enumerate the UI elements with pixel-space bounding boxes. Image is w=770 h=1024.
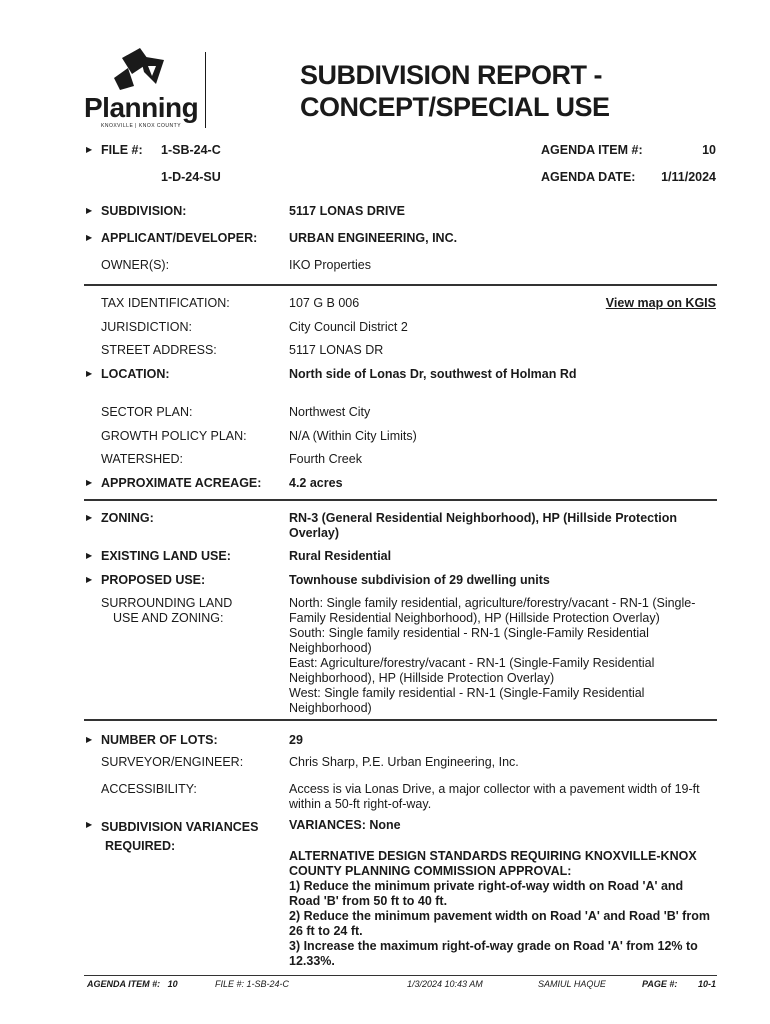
- surrounding-value: [289, 596, 695, 716]
- subdivision-label: SUBDIVISION:: [101, 204, 187, 218]
- logo-wordmark: Planning: [84, 92, 199, 123]
- surveyor-value: Chris Sharp, P.E. Urban Engineering, Inc.: [289, 755, 519, 769]
- arrow-icon: ▶: [86, 369, 93, 378]
- surrounding-line: Neighborhood): [289, 701, 372, 715]
- growth-policy-label: GROWTH POLICY PLAN:: [101, 429, 247, 443]
- location-label: LOCATION:: [101, 367, 170, 381]
- surrounding-line: South: Single family residential - RN-1 (Single-Family Residential: [289, 626, 649, 640]
- accessibility-label: ACCESSIBILITY:: [101, 782, 197, 796]
- applicant-value: URBAN ENGINEERING, INC.: [289, 231, 458, 245]
- footer-author: SAMIUL HAQUE: [538, 979, 606, 989]
- zoning-label: ZONING:: [101, 511, 154, 525]
- surrounding-label-line: SURROUNDING LAND: [101, 596, 233, 610]
- arrow-icon: ▶: [86, 513, 93, 522]
- tax-id-value: 107 G B 006: [289, 296, 360, 310]
- zoning-line: RN-3 (General Residential Neighborhood), HP (Hillside Protection: [289, 511, 678, 525]
- footer-page-value: 10-1: [697, 979, 716, 989]
- surrounding-line: West: Single family residential - RN-1 (Single-Family Residential: [289, 686, 645, 700]
- street-address-value: 5117 LONAS DR: [289, 343, 384, 357]
- surrounding-label: [101, 596, 232, 626]
- existing-use-label: EXISTING LAND USE:: [101, 549, 231, 563]
- growth-policy-value: N/A (Within City Limits): [289, 429, 417, 443]
- watershed-value: Fourth Creek: [289, 452, 362, 466]
- arrow-icon: ▶: [86, 735, 93, 744]
- variances-label: [101, 818, 258, 856]
- owner-label: OWNER(S):: [101, 258, 170, 272]
- agenda-date-value: 1/11/2024: [661, 170, 716, 184]
- surrounding-line: East: Agriculture/forestry/vacant - RN-1 (Single-Family Residential: [289, 656, 655, 670]
- acreage-label: APPROXIMATE ACREAGE:: [101, 476, 262, 490]
- subdivision-value: 5117 LONAS DRIVE: [289, 204, 406, 218]
- planning-logo-mark: [110, 46, 170, 96]
- surveyor-label: SURVEYOR/ENGINEER:: [101, 755, 244, 769]
- report-title-line1: SUBDIVISION REPORT -: [300, 60, 603, 90]
- footer-agenda-item: AGENDA ITEM #: 10: [87, 979, 178, 989]
- alt-standards-line: 12.33%.: [289, 954, 335, 968]
- arrow-icon: ▶: [86, 145, 93, 154]
- footer-file: FILE #: 1-SB-24-C: [215, 979, 290, 989]
- footer-page-label: PAGE #:: [642, 979, 678, 989]
- alt-standards-line: 3) Increase the maximum right-of-way grade on Road 'A' from 12% to: [289, 939, 698, 953]
- alt-standards-line: 2) Reduce the minimum pavement width on Road 'A' and Road 'B' from: [289, 909, 710, 923]
- report-title-line2: CONCEPT/SPECIAL USE: [300, 92, 610, 122]
- footer-divider: [84, 975, 717, 976]
- footer-timestamp: 1/3/2024 10:43 AM: [407, 979, 483, 989]
- lots-value: 29: [289, 733, 303, 747]
- zoning-value: [289, 511, 677, 541]
- proposed-use-value: Townhouse subdivision of 29 dwelling units: [289, 573, 550, 587]
- arrow-icon: ▶: [86, 551, 93, 560]
- jurisdiction-value: City Council District 2: [289, 320, 408, 334]
- agenda-item-value: 10: [702, 143, 716, 157]
- lots-label: NUMBER OF LOTS:: [101, 733, 218, 747]
- file-label: FILE #:: [101, 143, 143, 157]
- acreage-value: 4.2 acres: [289, 476, 343, 490]
- section-divider: [84, 499, 717, 501]
- surrounding-label-line: USE AND ZONING:: [113, 611, 224, 625]
- tax-id-label: TAX IDENTIFICATION:: [101, 296, 230, 310]
- variances-label-line: REQUIRED:: [105, 839, 176, 853]
- watershed-label: WATERSHED:: [101, 452, 183, 466]
- accessibility-line: Access is via Lonas Drive, a major collector with a pavement width of 19-ft: [289, 782, 700, 796]
- variances-label-line: SUBDIVISION VARIANCES: [101, 820, 259, 834]
- alt-standards-line: 1) Reduce the minimum private right-of-way width on Road 'A' and: [289, 879, 684, 893]
- arrow-icon: ▶: [86, 820, 93, 829]
- arrow-icon: ▶: [86, 478, 93, 487]
- arrow-icon: ▶: [86, 206, 93, 215]
- existing-use-value: Rural Residential: [289, 549, 392, 563]
- surrounding-line: North: Single family residential, agriculture/forestry/vacant - RN-1 (Single-: [289, 596, 696, 610]
- arrow-icon: ▶: [86, 575, 93, 584]
- surrounding-line: Neighborhood), HP (Hillside Protection Overlay): [289, 671, 555, 685]
- alt-standards-line: COUNTY PLANNING COMMISSION APPROVAL:: [289, 864, 572, 878]
- sector-plan-value: Northwest City: [289, 405, 371, 419]
- section-divider: [84, 719, 717, 721]
- accessibility-line: within a 50-ft right-of-way.: [289, 797, 432, 811]
- zoning-line: Overlay): [289, 526, 340, 540]
- section-divider: [84, 284, 717, 286]
- logo-divider: [205, 52, 206, 128]
- alt-standards-line: ALTERNATIVE DESIGN STANDARDS REQUIRING KNOXVILLE-KNOX: [289, 849, 697, 863]
- file-number-1: 1-SB-24-C: [161, 143, 221, 157]
- variances-value: VARIANCES: None: [289, 818, 401, 832]
- kgis-map-link[interactable]: View map on KGIS: [605, 296, 716, 310]
- accessibility-value: [289, 782, 700, 812]
- alt-standards-line: Road 'B' from 50 ft to 40 ft.: [289, 894, 448, 908]
- alt-design-standards: [289, 849, 710, 969]
- jurisdiction-label: JURISDICTION:: [101, 320, 192, 334]
- surrounding-line: Family Residential Neighborhood), HP (Hillside Protection Overlay): [289, 611, 660, 625]
- owner-value: IKO Properties: [289, 258, 371, 272]
- location-value: North side of Lonas Dr, southwest of Holman Rd: [289, 367, 577, 381]
- sector-plan-label: SECTOR PLAN:: [101, 405, 193, 419]
- agenda-date-label: AGENDA DATE:: [541, 170, 636, 184]
- arrow-icon: ▶: [86, 233, 93, 242]
- proposed-use-label: PROPOSED USE:: [101, 573, 206, 587]
- logo-subtitle: KNOXVILLE | KNOX COUNTY: [101, 123, 182, 129]
- surrounding-line: Neighborhood): [289, 641, 372, 655]
- alt-standards-line: 26 ft to 24 ft.: [289, 924, 363, 938]
- street-address-label: STREET ADDRESS:: [101, 343, 217, 357]
- agenda-item-label: AGENDA ITEM #:: [541, 143, 643, 157]
- file-number-2: 1-D-24-SU: [161, 170, 221, 184]
- applicant-label: APPLICANT/DEVELOPER:: [101, 231, 258, 245]
